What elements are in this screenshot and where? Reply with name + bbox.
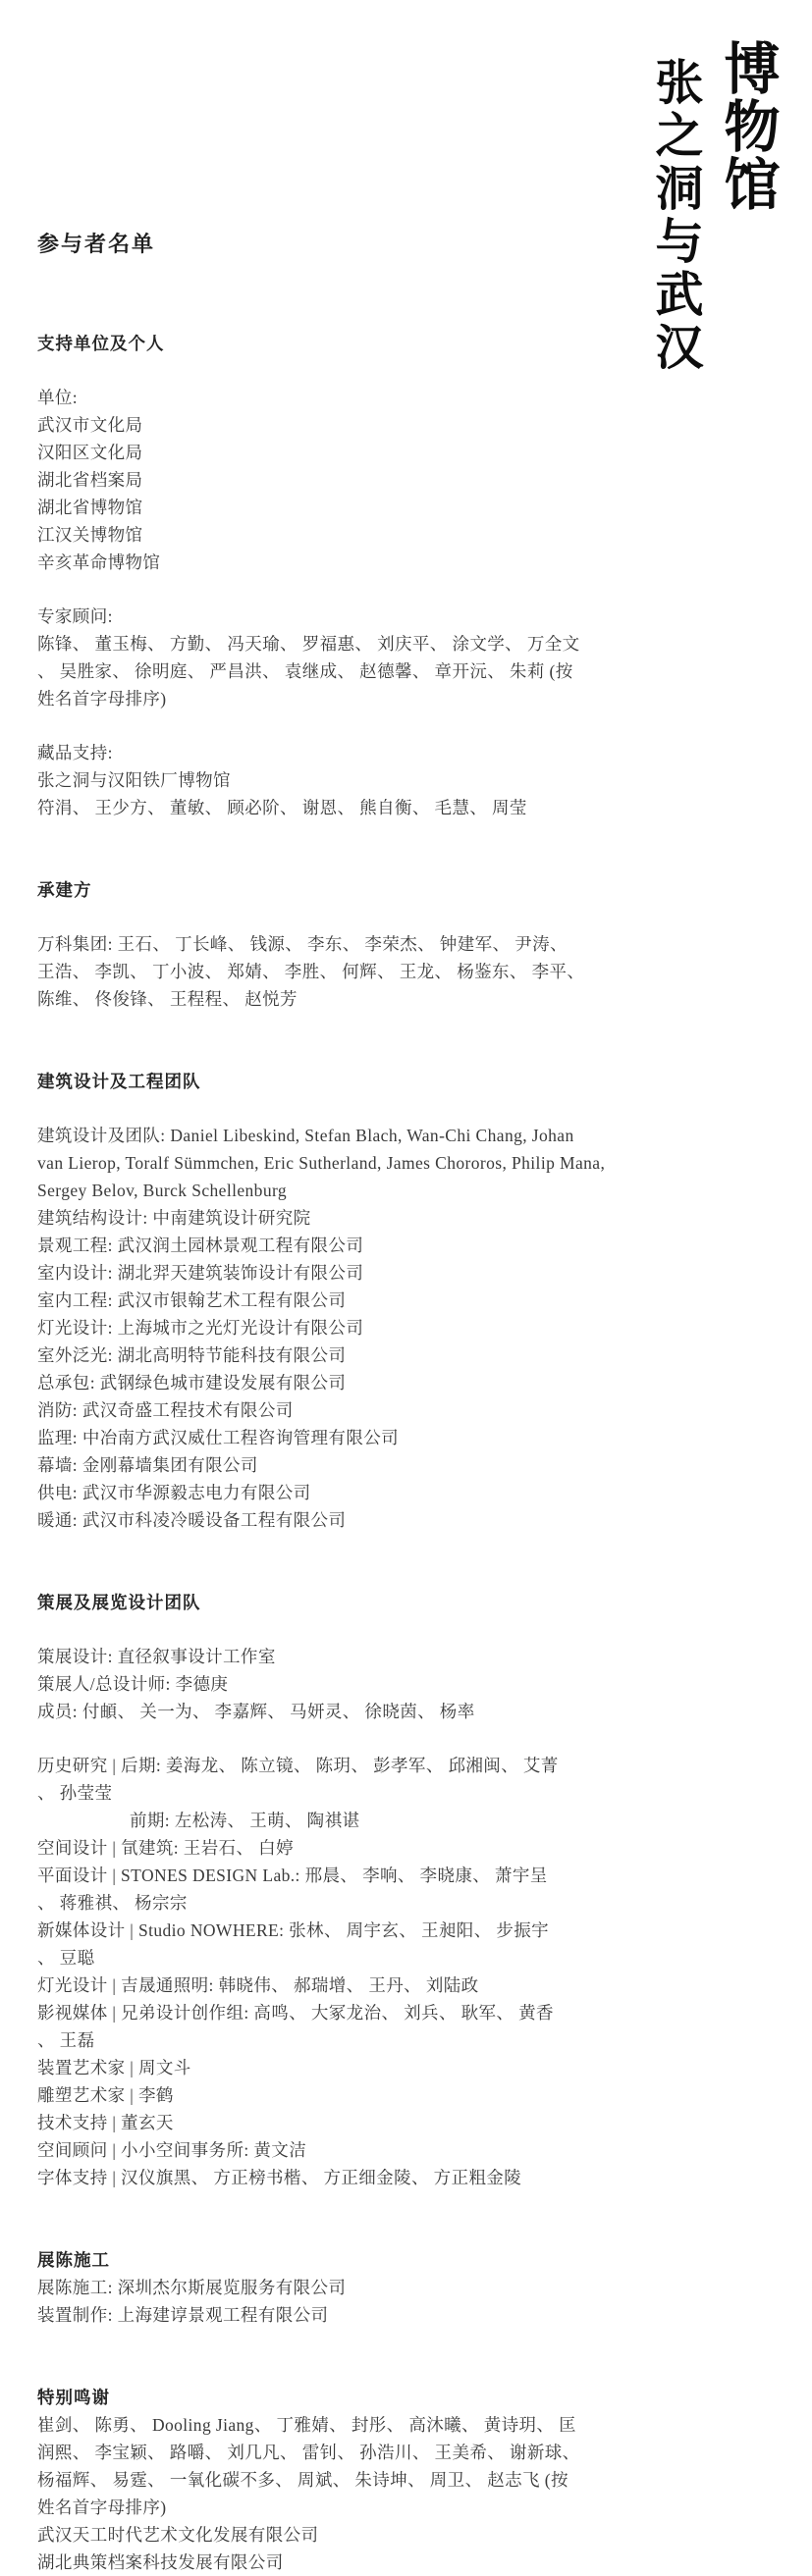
- credits-line: 策展人/总设计师: 李德庚: [37, 1674, 229, 1694]
- credits-block: [37, 1643, 701, 1725]
- credits-line: 监理: 中冶南方武汉威仕工程咨询管理有限公司: [37, 1428, 400, 1447]
- credits-section: [37, 1589, 701, 2191]
- credits-line: 单位:: [37, 388, 79, 407]
- credits-line: 王浩、 李凯、 丁小波、 郑婧、 李胜、 何辉、 王龙、 杨鉴东、 李平、: [37, 962, 585, 981]
- credits-block: [37, 2411, 701, 2576]
- credits-line: 新媒体设计 | Studio NOWHERE: 张林、 周宇玄、 王昶阳、 步振宇: [37, 1920, 550, 1940]
- section-heading: 特别鸣谢: [37, 2388, 110, 2407]
- section-heading: 策展及展览设计团队: [37, 1593, 201, 1612]
- credits-line: 藏品支持:: [37, 743, 113, 762]
- credits-line: 策展设计: 直径叙事设计工作室: [37, 1647, 276, 1666]
- credits-line: 武汉天工时代艺术文化发展有限公司: [37, 2525, 319, 2545]
- credits-block: [37, 384, 701, 576]
- credits-line: 展陈施工: 深圳杰尔斯展览服务有限公司: [37, 2278, 347, 2297]
- credits-block: [37, 739, 701, 821]
- credits-line: 、 吴胜家、 徐明庭、 严昌洪、 袁继成、 赵德馨、 章开沅、 朱莉 (按: [37, 661, 573, 681]
- credits-line: 消防: 武汉奇盛工程技术有限公司: [37, 1400, 294, 1420]
- credits-line: 暖通: 武汉市科凌冷暖设备工程有限公司: [37, 1510, 347, 1530]
- credits-content: [37, 330, 701, 2576]
- credits-line: 装置艺术家 | 周文斗: [37, 2058, 191, 2077]
- credits-line: 景观工程: 武汉润土园林景观工程有限公司: [37, 1235, 364, 1255]
- credits-line: 辛亥革命博物馆: [37, 552, 161, 572]
- credits-line: 姓名首字母排序): [37, 2497, 167, 2517]
- credits-block: [37, 603, 701, 712]
- page-title: 参与者名单: [37, 232, 156, 256]
- credits-section: [37, 1068, 701, 1534]
- credits-line: 影视媒体 | 兄弟设计创作组: 高鸣、 大冢龙治、 刘兵、 耿军、 黄香: [37, 2003, 554, 2023]
- credits-line: 武汉市文化局: [37, 415, 143, 435]
- credits-line: 陈锋、 董玉梅、 方勤、 冯天瑜、 罗福惠、 刘庆平、 涂文学、 万全文: [37, 634, 580, 654]
- section-heading: 展陈施工: [37, 2250, 110, 2270]
- credits-line: 杨福辉、 易霆、 一氧化碳不多、 周斌、 朱诗坤、 周卫、 赵志飞 (按: [37, 2470, 568, 2490]
- credits-block: [37, 1122, 701, 1534]
- credits-line: 字体支持 | 汉仪旗黑、 方正榜书楷、 方正细金陵、 方正粗金陵: [37, 2168, 522, 2187]
- credits-line: 张之洞与汉阳铁厂博物馆: [37, 770, 231, 790]
- credits-line: 江汉关博物馆: [37, 525, 143, 545]
- credits-line: 幕墙: 金刚幕墙集团有限公司: [37, 1455, 258, 1475]
- credits-section: [37, 330, 701, 821]
- credits-line: 建筑设计及团队: Daniel Libeskind, Stefan Blach, Wan-Chi Chang, Johan: [37, 1126, 574, 1145]
- credits-main-column: [37, 230, 701, 2576]
- credits-line: 符涓、 王少方、 董敏、 顾必阶、 谢恩、 熊自衡、 毛慧、 周莹: [37, 798, 527, 817]
- credits-line: 空间设计 | 氜建筑: 王岩石、 白婷: [37, 1838, 294, 1858]
- credits-line: 润熙、 李宝颖、 路嚼、 刘几凡、 雷钊、 孙浩川、 王美希、 谢新球、: [37, 2443, 580, 2462]
- credits-line: 总承包: 武钢绿色城市建设发展有限公司: [37, 1373, 347, 1393]
- section-heading: 承建方: [37, 880, 92, 900]
- credits-line: 室内工程: 武汉市银翰艺术工程有限公司: [37, 1290, 347, 1310]
- credits-line: 室内设计: 湖北羿天建筑装饰设计有限公司: [37, 1263, 364, 1283]
- title-column-museum: 博物馆: [716, 39, 778, 213]
- credits-line: 供电: 武汉市华源毅志电力有限公司: [37, 1483, 311, 1502]
- credits-line: 前期: 左松涛、 王萌、 陶祺谌: [130, 1811, 360, 1830]
- credits-line: 姓名首字母排序): [37, 689, 167, 709]
- credits-line: 、 王磊: [37, 2030, 95, 2050]
- credits-line: 万科集团: 王石、 丁长峰、 钱源、 李东、 李荣杰、 钟建军、 尹涛、: [37, 934, 568, 954]
- credits-line: 湖北省博物馆: [37, 498, 143, 517]
- credits-line: 空间顾问 | 小小空间事务所: 黄文洁: [37, 2140, 307, 2160]
- credits-line: 历史研究 | 后期: 姜海龙、 陈立镜、 陈玥、 彭孝军、 邱湘闽、 艾菁: [37, 1756, 559, 1775]
- credits-line: 陈维、 佟俊锋、 王程程、 赵悦芳: [37, 989, 298, 1009]
- credits-line: 灯光设计 | 吉晟通照明: 韩晓伟、 郝瑞增、 王丹、 刘陆政: [37, 1975, 479, 1995]
- credits-line: 成员: 付頔、 关一为、 李嘉辉、 马妍灵、 徐晓茵、 杨率: [37, 1702, 475, 1721]
- credits-line: van Lierop, Toralf Sümmchen, Eric Sutherland, James Chororos, Philip Mana,: [37, 1153, 606, 1173]
- credits-line: 灯光设计: 上海城市之光灯光设计有限公司: [37, 1318, 364, 1338]
- credits-line: 崔剑、 陈勇、 Dooling Jiang、 丁雅婧、 封彤、 高沐曦、 黄诗玥、 匡: [37, 2415, 576, 2435]
- credits-line: Sergey Belov, Burck Schellenburg: [37, 1181, 288, 1200]
- credits-line: 、 蒋雅祺、 杨宗宗: [37, 1893, 188, 1913]
- credits-line: 湖北典策档案科技发展有限公司: [37, 2552, 284, 2572]
- section-heading: 建筑设计及工程团队: [37, 1072, 201, 1091]
- credits-block: [37, 1752, 701, 2191]
- credits-line: 、 豆聪: [37, 1948, 95, 1968]
- credits-line: 建筑结构设计: 中南建筑设计研究院: [37, 1208, 311, 1228]
- credits-line: 平面设计 | STONES DESIGN Lab.: 邢晨、 李响、 李晓康、 萧宇呈: [37, 1866, 548, 1885]
- credits-block: [37, 2274, 701, 2329]
- title-column-zhang-zhidong-wuhan: 张之洞与武汉: [649, 57, 703, 375]
- credits-block: [37, 930, 701, 1013]
- section-heading: 支持单位及个人: [37, 334, 165, 353]
- credits-line: 雕塑艺术家 | 李鹤: [37, 2085, 174, 2105]
- credits-section: [37, 2384, 701, 2576]
- credits-section: [37, 2246, 701, 2329]
- credits-line: 专家顾问:: [37, 606, 113, 626]
- credits-line: 技术支持 | 董玄天: [37, 2113, 174, 2132]
- credits-line: 汉阳区文化局: [37, 443, 143, 462]
- credits-section: [37, 876, 701, 1013]
- credits-line: 、 孙莹莹: [37, 1783, 113, 1803]
- credits-line: 室外泛光: 湖北高明特节能科技有限公司: [37, 1345, 347, 1365]
- credits-line: 装置制作: 上海建谆景观工程有限公司: [37, 2305, 329, 2325]
- credits-line: 湖北省档案局: [37, 470, 143, 490]
